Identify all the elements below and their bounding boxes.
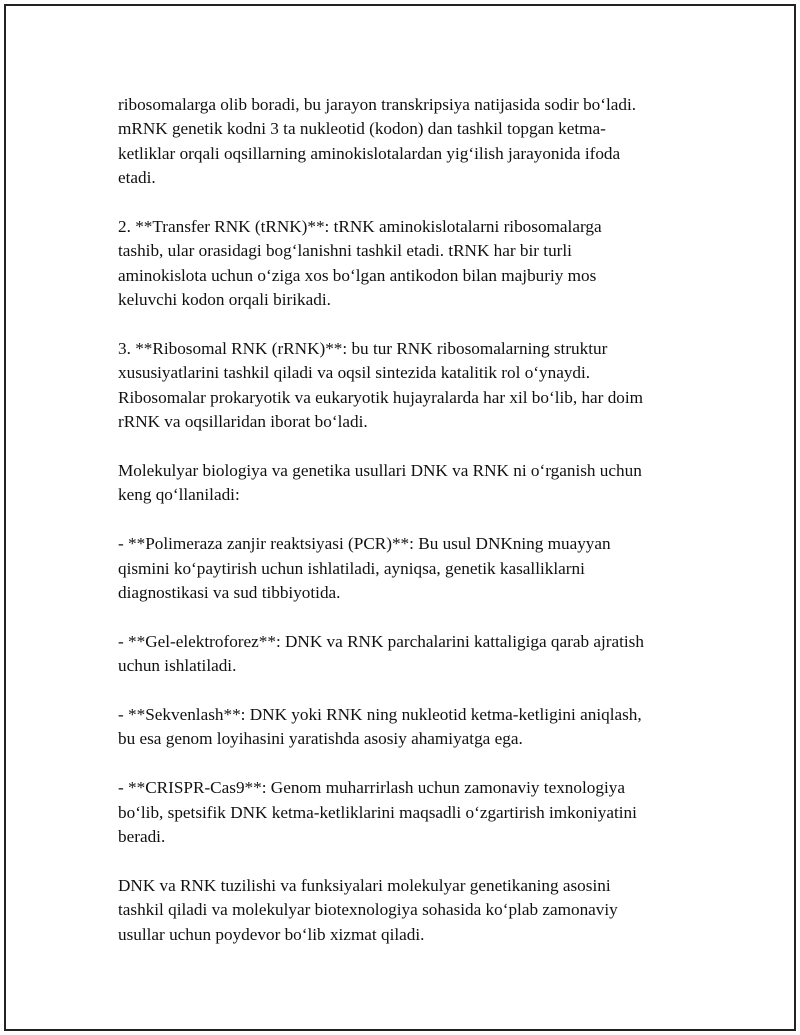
text-line: keluvchi kodon orqali birikadi. [118,290,331,310]
text-line: mRNK genetik kodni 3 ta nukleotid (kodon) dan tashkil topgan ketma- [118,119,606,139]
text-line: beradi. [118,827,166,847]
text-line: ketliklar orqali oqsillarning aminokislotalardan yig‘ilish jarayonida ifoda [118,143,621,163]
paragraph [118,532,688,605]
paragraph [118,703,688,752]
text-line: bu esa genom loyihasini yaratishda asosiy ahamiyatga ega. [118,729,523,749]
text-line: qismini ko‘paytirish uchun ishlatiladi, ayniqsa, genetik kasalliklarni [118,558,585,578]
text-line: 3. **Ribosomal RNK (rRNK)**: bu tur RNK ribosomalarning struktur [118,339,608,359]
text-line: - **CRISPR-Cas9**: Genom muharrirlash uchun zamonaviy texnologiya [118,778,625,798]
text-line: - **Sekvenlash**: DNK yoki RNK ning nukleotid ketma-ketligini aniqlash, [118,705,642,725]
text-line: usullar uchun poydevor bo‘lib xizmat qiladi. [118,924,425,944]
text-line: Molekulyar biologiya va genetika usullari DNK va RNK ni o‘rganish uchun [118,461,642,481]
paragraph [118,337,688,435]
text-line: tashib, ular orasidagi bog‘lanishni tashkil etadi. tRNK har bir turli [118,241,572,261]
text-line: uchun ishlatiladi. [118,656,237,676]
paragraph [118,776,688,849]
paragraph [118,459,688,508]
text-line: etadi. [118,168,156,188]
text-line: DNK va RNK tuzilishi va funksiyalari molekulyar genetikaning asosini [118,875,611,895]
text-line: aminokislota uchun o‘ziga xos bo‘lgan antikodon bilan majburiy mos [118,265,597,285]
text-line: rRNK va oqsillaridan iborat bo‘ladi. [118,412,368,432]
text-line: keng qo‘llaniladi: [118,485,240,505]
text-line: bo‘lib, spetsifik DNK ketma-ketliklarini maqsadli o‘zgartirish imkoniyatini [118,802,637,822]
text-line: - **Polimeraza zanjir reaktsiyasi (PCR)**: Bu usul DNKning muayyan [118,534,611,554]
paragraph [118,874,688,947]
text-line: ribosomalarga olib boradi, bu jarayon transkripsiya natijasida sodir bo‘ladi. [118,95,637,114]
text-line: diagnostikasi va sud tibbiyotida. [118,583,341,603]
text-line: tashkil qiladi va molekulyar biotexnologiya sohasida ko‘plab zamonaviy [118,900,618,920]
text-line: xususiyatlarini tashkil qiladi va oqsil sintezida katalitik rol o‘ynaydi. [118,363,591,383]
paragraph [118,630,688,679]
paragraph [118,93,688,191]
text-line: Ribosomalar prokaryotik va eukaryotik hujayralarda har xil bo‘lib, har doim [118,387,644,407]
text-line: - **Gel-elektroforez**: DNK va RNK parchalarini kattaligiga qarab ajratish [118,631,644,651]
text-line: 2. **Transfer RNK (tRNK)**: tRNK aminokislotalarni ribosomalarga [118,217,602,237]
paragraph [118,215,688,313]
document-body [118,93,688,971]
